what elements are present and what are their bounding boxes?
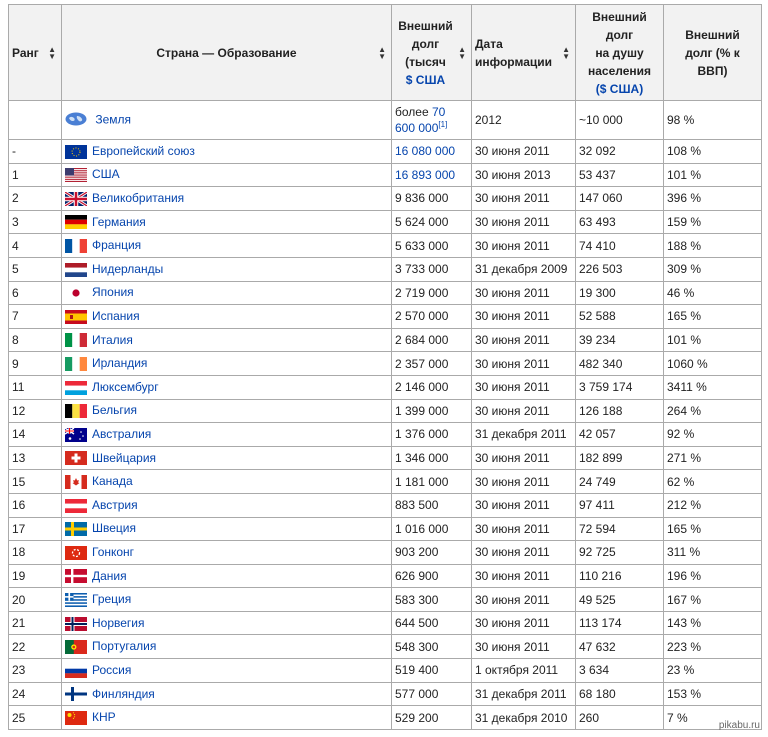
per-capita-cell: 3 759 174 [576,375,664,399]
usd-link[interactable]: ($ США) [595,81,644,96]
date-cell: 30 июня 2011 [472,375,576,399]
flag-gb-icon [65,192,87,206]
sort-arrows-icon[interactable]: ▲ ▼ [378,44,386,61]
country-cell [62,101,392,140]
date-cell: 30 июня 2011 [472,281,576,305]
table-row [9,281,762,305]
date-cell: 30 июня 2011 [472,305,576,329]
per-capita-cell: 19 300 [576,281,664,305]
country-link[interactable]: Греция [92,592,132,607]
header-external-debt[interactable] [392,5,472,101]
reference-link[interactable]: [1] [438,120,448,129]
per-capita-cell: 42 057 [576,423,664,447]
gdp-cell: 271 % [664,446,762,470]
debt-cell: 903 200 [392,541,472,565]
country-link[interactable]: США [92,167,120,182]
gdp-cell: 167 % [664,588,762,612]
date-cell: 30 июня 2011 [472,399,576,423]
gdp-cell: 159 % [664,210,762,234]
table-row [9,375,762,399]
header-gdp-line: долг (% к [685,45,740,60]
country-link[interactable]: Россия [92,662,132,677]
country-cell [62,187,392,211]
table-row [9,234,762,258]
table-row-world [9,101,762,140]
rank-cell: 16 [9,493,62,517]
table-row [9,706,762,730]
per-capita-cell: 49 525 [576,588,664,612]
per-capita-cell: 39 234 [576,328,664,352]
rank-cell: 5 [9,257,62,281]
date-cell: 31 декабря 2011 [472,423,576,447]
table-row [9,611,762,635]
table-row [9,541,762,565]
debt-prefix: более [395,105,429,119]
rank-cell: 2 [9,187,62,211]
per-capita-cell: 24 749 [576,470,664,494]
debt-cell: 644 500 [392,611,472,635]
gdp-cell: 101 % [664,328,762,352]
flag-be-icon [65,404,87,418]
debt-cell: 2 570 000 [392,305,472,329]
gdp-cell: 196 % [664,564,762,588]
date-cell: 30 июня 2011 [472,517,576,541]
rank-cell: 4 [9,234,62,258]
rank-cell: 20 [9,588,62,612]
country-link[interactable]: Италия [92,332,133,347]
rank-cell: 21 [9,611,62,635]
external-debt-table [8,4,762,730]
table-row [9,588,762,612]
rank-cell: 22 [9,635,62,659]
header-rank-label: Ранг [12,45,39,60]
gdp-cell: 101 % [664,163,762,187]
gdp-cell: 23 % [664,659,762,683]
rank-cell: 7 [9,305,62,329]
sort-arrows-icon[interactable]: ▲ ▼ [48,44,56,61]
per-capita-cell: 53 437 [576,163,664,187]
country-cell [62,470,392,494]
header-date-line: Дата [475,36,503,51]
header-percap-line: населения [587,63,652,78]
date-cell: 30 июня 2011 [472,140,576,164]
country-link[interactable]: Испания [92,309,140,324]
flag-pt-icon [65,640,87,654]
flag-jp-icon [65,286,87,300]
per-capita-cell: 3 634 [576,659,664,683]
rank-cell: 1 [9,163,62,187]
rank-cell: 8 [9,328,62,352]
date-cell: 30 июня 2011 [472,234,576,258]
rank-cell: 15 [9,470,62,494]
gdp-cell: 1060 % [664,352,762,376]
country-cell [62,588,392,612]
table-row [9,517,762,541]
gdp-cell: 396 % [664,187,762,211]
date-cell: 30 июня 2011 [472,611,576,635]
country-cell [62,564,392,588]
debt-cell: 2 357 000 [392,352,472,376]
per-capita-cell: 97 411 [576,493,664,517]
per-capita-cell: 72 594 [576,517,664,541]
header-debt-per-capita[interactable] [576,5,664,101]
header-gdp-line: Внешний [685,27,740,42]
debt-cell [392,163,472,187]
rank-cell: 18 [9,541,62,565]
country-link[interactable]: Нидерланды [92,261,164,276]
country-link[interactable]: Швейцария [92,450,157,465]
gdp-cell: 153 % [664,682,762,706]
debt-cell: 626 900 [392,564,472,588]
flag-ch-icon [65,451,87,465]
table-row [9,210,762,234]
flag-de-icon [65,215,87,229]
per-capita-cell: 110 216 [576,564,664,588]
date-cell: 2012 [472,101,576,140]
flag-it-icon [65,333,87,347]
header-rank[interactable] [9,5,62,101]
country-link[interactable]: Австрия [92,497,138,512]
country-link[interactable]: Франция [92,238,142,253]
debt-cell: 5 633 000 [392,234,472,258]
country-link[interactable]: Швеция [92,521,136,536]
country-link[interactable]: Дания [92,568,127,583]
debt-cell: 2 146 000 [392,375,472,399]
header-debt-gdp[interactable] [664,5,762,101]
header-debt-line: Внешний [398,18,453,33]
debt-cell: 1 376 000 [392,423,472,447]
country-link[interactable]: Финляндия [92,686,155,701]
country-link[interactable]: Ирландия [92,356,148,371]
date-cell: 30 июня 2011 [472,352,576,376]
date-cell: 31 декабря 2011 [472,682,576,706]
table-row [9,187,762,211]
country-link[interactable]: Германия [92,214,146,229]
table-header-row [9,5,762,101]
date-cell: 1 октября 2011 [472,659,576,683]
country-link[interactable]: Австралия [92,427,152,441]
country-link[interactable]: Япония [92,285,134,300]
debt-link[interactable]: 600 000 [395,121,439,135]
flag-gr-icon [65,593,87,607]
header-gdp-line: ВВП) [697,63,728,78]
watermark: pikabu.ru [718,720,760,731]
per-capita-cell: ~10 000 [576,101,664,140]
per-capita-cell: 482 340 [576,352,664,376]
gdp-cell: 165 % [664,517,762,541]
flag-hk-icon [65,546,87,560]
gdp-cell: 188 % [664,234,762,258]
table-row [9,423,762,447]
country-link[interactable]: Гонконг [92,544,135,559]
header-date[interactable] [472,5,576,101]
date-cell: 31 декабря 2009 [472,257,576,281]
per-capita-cell: 52 588 [576,305,664,329]
debt-cell: 3 733 000 [392,257,472,281]
globe-icon [65,112,87,129]
sort-arrows-icon[interactable]: ▲ ▼ [562,44,570,61]
gdp-cell: 3411 % [664,375,762,399]
table-row [9,257,762,281]
flag-eu-icon [65,145,87,159]
gdp-cell: 165 % [664,305,762,329]
header-percap-line: Внешний [592,9,647,24]
sort-arrows-icon[interactable]: ▲ ▼ [458,44,466,61]
table-row [9,564,762,588]
flag-ie-icon [65,357,87,371]
gdp-cell: 108 % [664,140,762,164]
header-country-label: Страна — Образование [156,45,297,60]
per-capita-cell: 226 503 [576,257,664,281]
country-link[interactable]: КНР [92,710,116,725]
debt-cell [392,101,472,140]
flag-lu-icon [65,381,87,395]
date-cell: 30 июня 2011 [472,493,576,517]
table-row [9,493,762,517]
date-cell: 30 июня 2011 [472,470,576,494]
country-cell [62,163,392,187]
country-cell [62,541,392,565]
flag-au-icon [65,428,87,442]
date-cell: 30 июня 2011 [472,635,576,659]
debt-cell: 1 346 000 [392,446,472,470]
country-link[interactable]: Норвегия [92,615,145,630]
debt-cell: 519 400 [392,659,472,683]
debt-cell [392,140,472,164]
header-percap-line: на душу [595,45,644,60]
flag-es-icon [65,310,87,324]
country-cell [62,611,392,635]
table-row [9,328,762,352]
table-row [9,659,762,683]
per-capita-cell: 147 060 [576,187,664,211]
debt-cell: 5 624 000 [392,210,472,234]
debt-cell: 548 300 [392,635,472,659]
table-row [9,635,762,659]
header-debt-line: долг [411,36,440,51]
gdp-cell: 311 % [664,541,762,565]
rank-cell: 13 [9,446,62,470]
table-row [9,470,762,494]
date-cell: 30 июня 2011 [472,564,576,588]
country-cell [62,659,392,683]
per-capita-cell: 260 [576,706,664,730]
per-capita-cell: 126 188 [576,399,664,423]
flag-no-icon [65,617,87,631]
gdp-cell: 223 % [664,635,762,659]
debt-cell: 583 300 [392,588,472,612]
flag-at-icon [65,499,87,513]
per-capita-cell: 63 493 [576,210,664,234]
country-link[interactable]: Земля [95,112,132,127]
rank-cell: 24 [9,682,62,706]
rank-cell [9,101,62,140]
gdp-cell: 309 % [664,257,762,281]
rank-cell: - [9,140,62,164]
country-cell [62,281,392,305]
rank-cell: 14 [9,423,62,447]
debt-cell: 529 200 [392,706,472,730]
country-link[interactable]: Канада [92,474,133,489]
debt-link[interactable]: 16 893 000 [395,167,456,182]
debt-link[interactable]: 16 080 000 [395,144,456,159]
country-cell [62,328,392,352]
debt-cell: 1 399 000 [392,399,472,423]
flag-ca-icon [65,475,87,489]
country-cell [62,140,392,164]
header-debt-line: (тысяч [405,54,446,69]
flag-nl-icon [65,263,87,277]
rank-cell: 17 [9,517,62,541]
country-link[interactable]: Европейский союз [92,143,195,158]
flag-dk-icon [65,569,87,583]
country-cell [62,305,392,329]
header-percap-line: долг [605,27,634,42]
rank-cell: 9 [9,352,62,376]
gdp-cell: 212 % [664,493,762,517]
table-row [9,305,762,329]
country-cell [62,375,392,399]
gdp-cell: 92 % [664,423,762,447]
table-row [9,399,762,423]
usd-link[interactable]: $ США [405,72,446,87]
country-link[interactable]: Бельгия [92,403,137,418]
flag-cn-icon [65,711,87,725]
rank-cell: 19 [9,564,62,588]
flag-se-icon [65,522,87,536]
per-capita-cell: 68 180 [576,682,664,706]
per-capita-cell: 92 725 [576,541,664,565]
gdp-cell: 7 % [664,706,762,730]
country-cell [62,517,392,541]
per-capita-cell: 182 899 [576,446,664,470]
country-link[interactable]: Великобритания [92,191,185,206]
country-cell [62,210,392,234]
flag-us-icon [65,168,87,182]
table-row [9,140,762,164]
country-cell [62,706,392,730]
gdp-cell: 46 % [664,281,762,305]
date-cell: 30 июня 2011 [472,210,576,234]
date-cell: 30 июня 2011 [472,328,576,352]
gdp-cell: 143 % [664,611,762,635]
table-row [9,163,762,187]
country-cell [62,423,392,447]
debt-cell: 1 181 000 [392,470,472,494]
per-capita-cell: 32 092 [576,140,664,164]
per-capita-cell: 47 632 [576,635,664,659]
flag-fr-icon [65,239,87,253]
date-cell: 30 июня 2011 [472,541,576,565]
date-cell: 30 июня 2013 [472,163,576,187]
country-link[interactable]: Португалия [92,639,157,654]
debt-cell: 9 836 000 [392,187,472,211]
date-cell: 30 июня 2011 [472,187,576,211]
table-row [9,682,762,706]
rank-cell: 12 [9,399,62,423]
debt-cell: 2 684 000 [392,328,472,352]
rank-cell: 3 [9,210,62,234]
country-cell [62,446,392,470]
debt-cell: 2 719 000 [392,281,472,305]
debt-cell: 883 500 [392,493,472,517]
per-capita-cell: 74 410 [576,234,664,258]
country-cell [62,682,392,706]
country-cell [62,234,392,258]
debt-cell: 577 000 [392,682,472,706]
table-row [9,446,762,470]
header-country[interactable] [62,5,392,101]
header-date-line: информации [475,54,552,69]
country-cell [62,257,392,281]
gdp-cell: 62 % [664,470,762,494]
gdp-cell: 98 % [664,101,762,140]
date-cell: 30 июня 2011 [472,446,576,470]
table-row [9,352,762,376]
country-link[interactable]: Люксембург [92,379,159,394]
flag-ru-icon [65,664,87,678]
country-cell [62,352,392,376]
rank-cell: 11 [9,375,62,399]
rank-cell: 23 [9,659,62,683]
country-cell [62,493,392,517]
country-cell [62,399,392,423]
date-cell: 30 июня 2011 [472,588,576,612]
debt-link[interactable]: 70 [431,105,446,119]
flag-fi-icon [65,687,87,701]
rank-cell: 6 [9,281,62,305]
per-capita-cell: 113 174 [576,611,664,635]
country-cell [62,635,392,659]
date-cell: 31 декабря 2010 [472,706,576,730]
gdp-cell: 264 % [664,399,762,423]
rank-cell: 25 [9,706,62,730]
debt-cell: 1 016 000 [392,517,472,541]
